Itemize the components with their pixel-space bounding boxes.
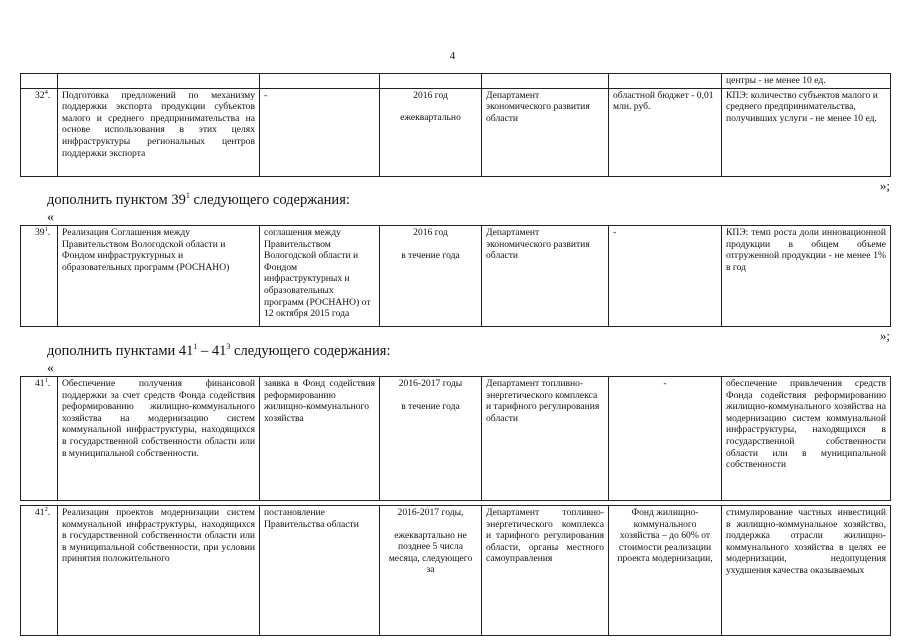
term-year: 2016 год <box>413 227 448 238</box>
cell-executor: Департамент экономического развития области <box>482 226 609 327</box>
term-frequency: в течение года <box>401 400 460 412</box>
cell-kpe: КПЭ: темп роста доли инновационной продукции в общем объеме отгруженной продукции - не менее 1% в год <box>722 226 891 327</box>
cell-document: - <box>260 88 380 176</box>
opening-quote: « <box>47 210 54 225</box>
term-frequency: ежеквартально <box>400 112 461 124</box>
term-year: 2016-2017 годы <box>398 378 463 389</box>
cell-executor: Департамент топливно-энергетического комплекса и тарифного регулирования области <box>482 377 609 501</box>
table-row <box>21 506 891 636</box>
closing-quote: »; <box>879 328 890 343</box>
opening-quote: « <box>47 361 54 376</box>
table-row <box>21 226 891 327</box>
closing-quote: »; <box>879 178 890 193</box>
term-year: 2016 год <box>413 89 448 101</box>
page-number: 4 <box>449 50 456 62</box>
cell-num: $39^1$. <box>21 226 58 327</box>
cell-num: $41^1$. <box>21 377 58 501</box>
table-item-41-1 <box>20 376 891 501</box>
cell-document: соглашения между Правительством Вологодской области и Фондом инфраструктурных и образовательных программ (РОСНАНО) от 12 октября 2015 года <box>260 226 380 327</box>
cell-kpe: центры - не менее 10 ед. <box>722 74 891 89</box>
table-continuation <box>20 73 891 177</box>
cell-kpe: КПЭ: количество субъектов малого и среднего предпринимательства, получивших услуги - не менее 10 ед. <box>722 88 891 176</box>
cell-measure: Обеспечение получения финансовой поддержки за счет средств Фонда содействия реформированию жилищно-коммунального хозяйства на модернизацию систем коммунальной инфраструктуры, находящихся в государственной собственности области или в муниципальной собственности. <box>58 377 260 501</box>
cell-term <box>380 226 482 327</box>
cell-funding: областной бюджет - 0,01 млн. руб. <box>609 88 722 176</box>
cell-document: постановление Правительства области <box>260 506 380 636</box>
cell-term <box>380 88 482 176</box>
cell-document <box>260 74 380 89</box>
cell-document: заявка в Фонд содействия реформированию жилищно-коммунального хозяйства <box>260 377 380 501</box>
table-row <box>21 88 891 176</box>
cell-term <box>380 74 482 89</box>
cell-funding <box>609 74 722 89</box>
cell-num: $41^2$. <box>21 506 58 636</box>
cell-measure: Реализация проектов модернизации систем коммунальной инфраструктуры, находящихся в государственной собственности области или в муниципальной собственности, при условии принятия положительного <box>58 506 260 636</box>
term-frequency: в течение года <box>401 249 460 261</box>
cell-funding: - <box>609 226 722 327</box>
cell-executor: Департамент топливно-энергетического комплекса и тарифного регулирования области, органы местного самоуправления <box>482 506 609 636</box>
cell-measure: Подготовка предложений по механизму поддержки экспорта продукции субъектов малого и среднего предпринимательства на основе использования в этих целях инфраструктуры региональных центров поддержки экспорта <box>58 88 260 176</box>
table-item-41-2 <box>20 505 891 636</box>
cell-executor: Департамент экономического развития области <box>482 88 609 176</box>
cell-term <box>380 506 482 636</box>
cell-num <box>21 74 58 89</box>
table-row <box>21 74 891 89</box>
section-heading: дополнить пунктом $39^1$ следующего содержания: <box>47 191 350 208</box>
cell-num: $32^4$. <box>21 88 58 176</box>
cell-funding: - <box>609 377 722 501</box>
table-row <box>21 377 891 501</box>
cell-measure: Реализация Соглашения между Правительством Вологодской области и Фондом инфраструктурных и образовательных программ (РОСНАНО) <box>58 226 260 327</box>
section-heading: дополнить пунктами $41^1 - 41^3$ следующего содержания: <box>47 342 391 359</box>
table-item-39-1 <box>20 225 891 327</box>
cell-measure <box>58 74 260 89</box>
cell-kpe: стимулирование частных инвестиций в жилищно-коммунальное хозяйство, поддержка отрасли жилищно-коммунального хозяйства в целях ее модернизации, недопущения ухудшения качества оказываемых <box>722 506 891 636</box>
cell-executor <box>482 74 609 89</box>
cell-term <box>380 377 482 501</box>
term-year: 2016-2017 годы, <box>397 507 464 518</box>
term-frequency: ежеквартально не позднее 5 числа месяца, следующего за <box>388 529 473 576</box>
cell-kpe: обеспечение привлечения средств Фонда содействия реформированию жилищно-коммунального хозяйства на модернизацию систем коммунальной инфраструктуры, находящихся в государственной собственности области или в муниципальной собственности <box>722 377 891 501</box>
cell-funding: Фонд жилищно-коммунального хозяйства – до 60% от стоимости реализации проекта модернизации, <box>609 506 722 636</box>
